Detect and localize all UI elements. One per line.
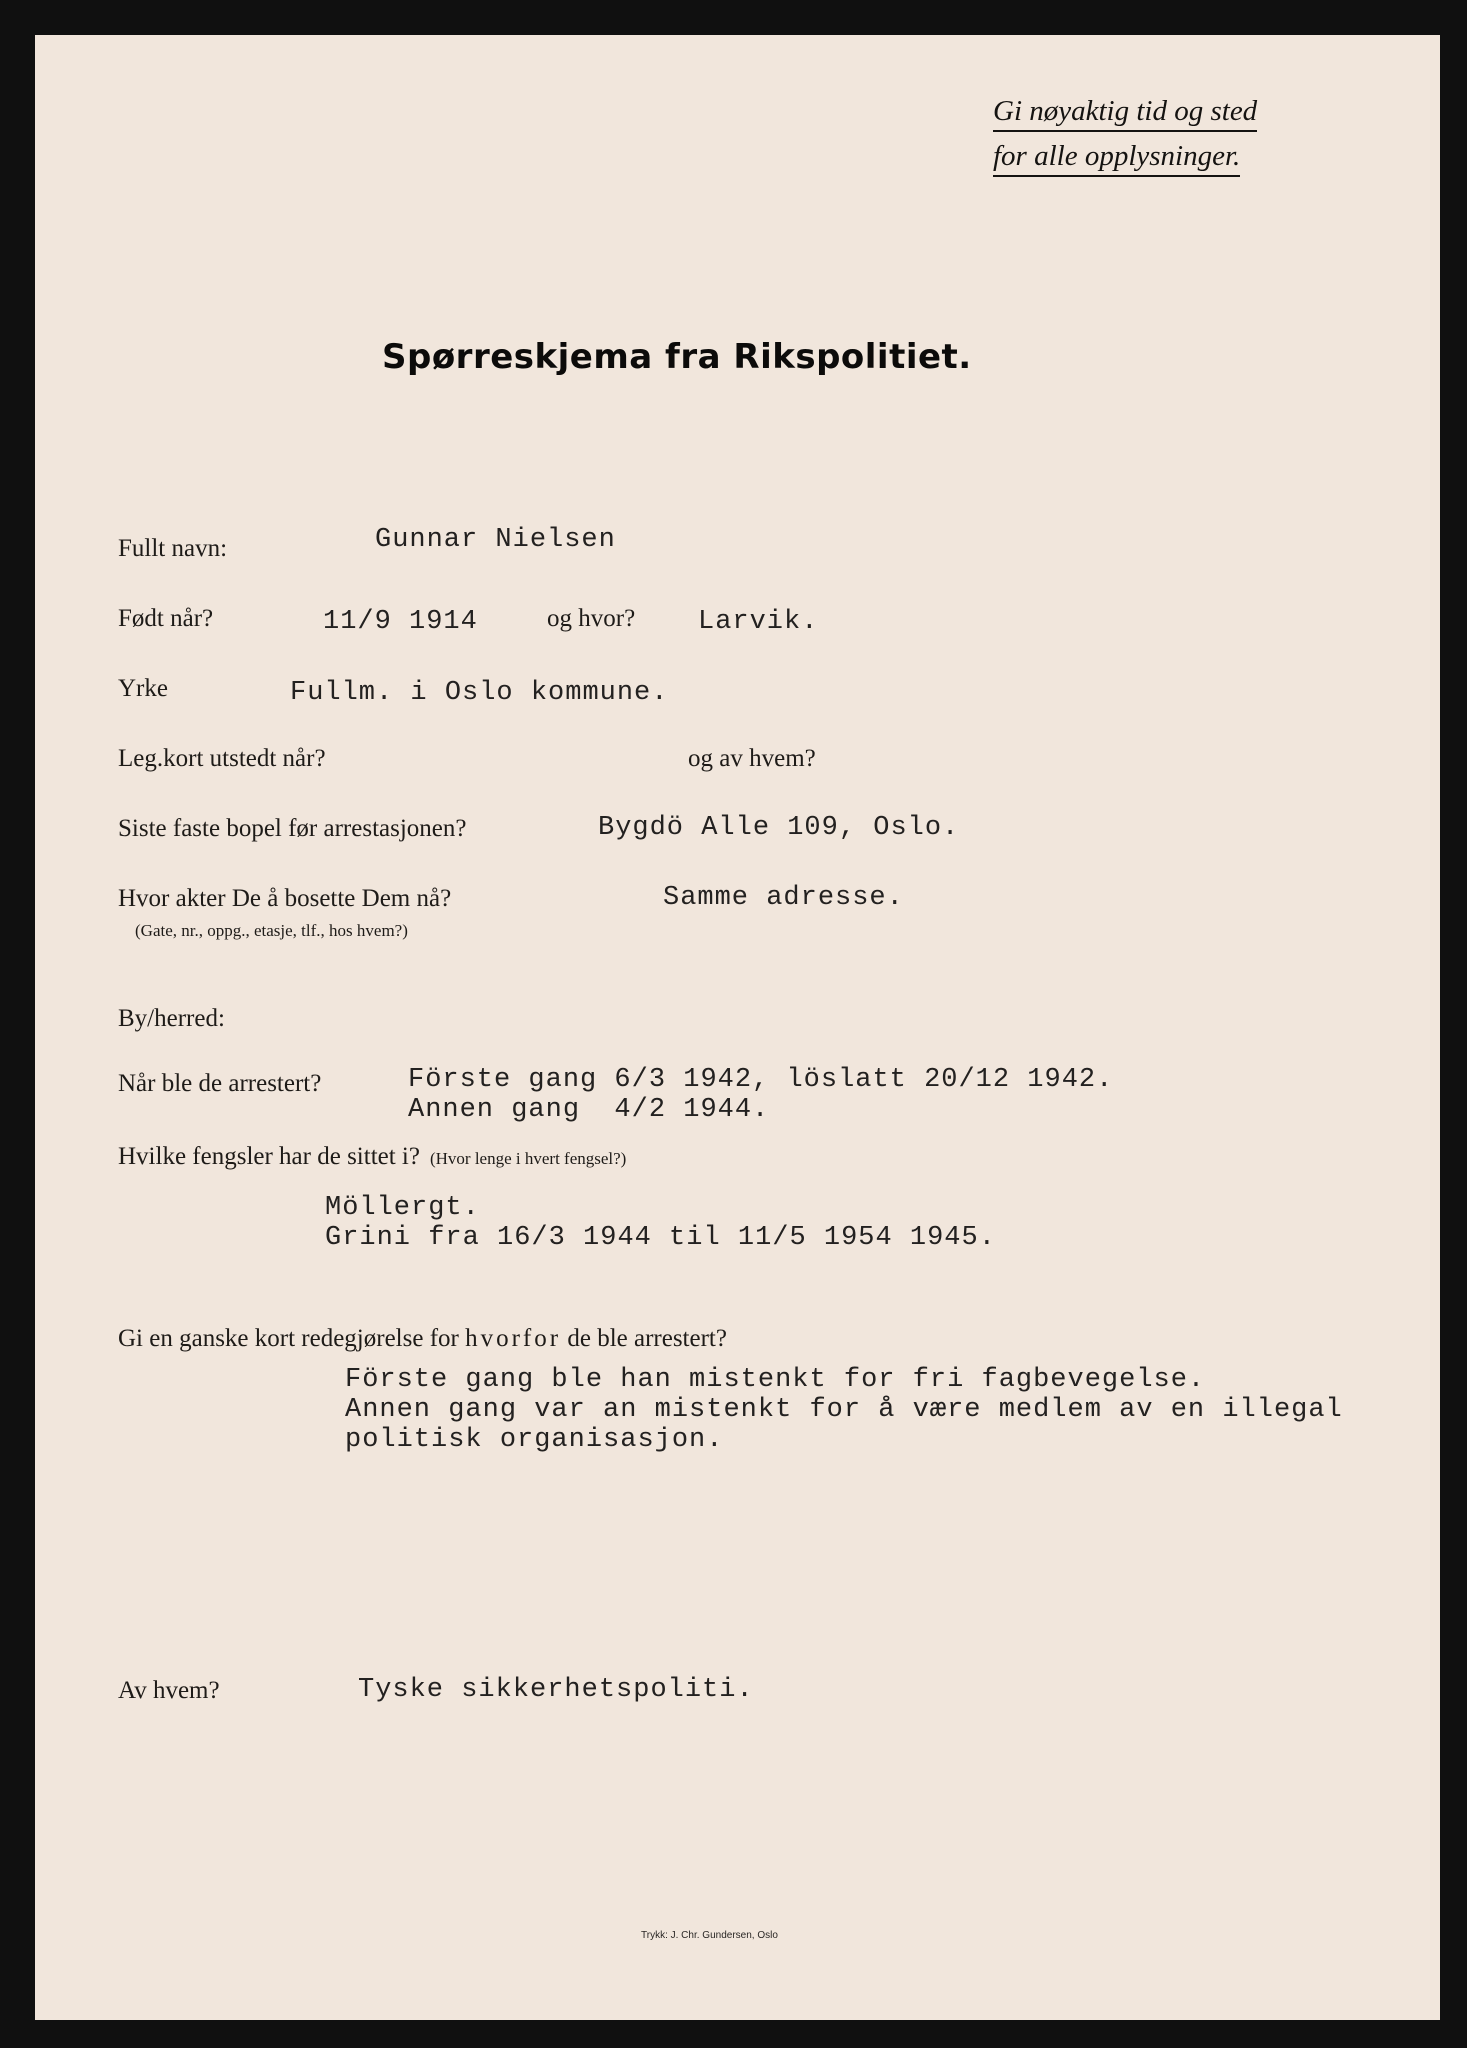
reason-label xyxy=(118,1325,727,1353)
reason-line-2: Annen gang var an mistenkt for å være medlem av en illegal xyxy=(345,1395,1343,1425)
reason-line-1: Förste gang ble han mistenkt for fri fagbevegelse. xyxy=(345,1365,1206,1395)
born-where-label: og hvor? xyxy=(547,605,636,632)
municipality-label: By/herred: xyxy=(118,1005,225,1032)
future-address-hint: (Gate, nr., oppg., etasje, tlf., hos hvem?) xyxy=(135,921,408,940)
born-when-value: 11/9 1914 xyxy=(323,607,478,637)
prisons-line-2: Grini fra 16/3 1944 til 11/5 1954 1945. xyxy=(325,1223,996,1253)
arrested-when-line-1: Förste gang 6/3 1942, löslatt 20/12 1942. xyxy=(408,1065,1114,1095)
full-name-value: Gunnar Nielsen xyxy=(375,525,616,555)
full-name-label: Fullt navn: xyxy=(118,535,228,562)
arrested-by-label: Av hvem? xyxy=(118,1677,220,1704)
reason-label-emphasis: hvorfor xyxy=(465,1325,562,1352)
form-title: Spørreskjema fra Rikspolitiet. xyxy=(382,337,972,377)
prisons-label-group xyxy=(118,1143,626,1171)
reason-label-pre: Gi en ganske kort redegjørelse for xyxy=(118,1325,459,1352)
last-address-value: Bygdö Alle 109, Oslo. xyxy=(598,813,960,843)
notice-line-2: for alle opplysninger. xyxy=(993,140,1240,177)
instruction-notice xyxy=(993,95,1257,177)
prisons-label: Hvilke fengsler har de sittet i? xyxy=(118,1143,420,1170)
arrested-when-line-2: Annen gang 4/2 1944. xyxy=(408,1095,770,1125)
future-address-value: Samme adresse. xyxy=(663,883,904,913)
born-when-label: Født når? xyxy=(118,605,214,632)
reason-label-post: de ble arrestert? xyxy=(567,1325,727,1352)
future-address-label: Hvor akter De å bosette Dem nå? xyxy=(118,885,452,912)
occupation-value: Fullm. i Oslo kommune. xyxy=(290,678,669,708)
occupation-label: Yrke xyxy=(118,675,168,702)
last-address-label: Siste faste bopel før arrestasjonen? xyxy=(118,815,467,842)
printer-credit: Trykk: J. Chr. Gundersen, Oslo xyxy=(641,1930,778,1941)
born-where-value: Larvik. xyxy=(698,607,819,637)
document-page xyxy=(35,35,1440,2020)
reason-line-3: politisk organisasjon. xyxy=(345,1425,724,1455)
prisons-line-1: Möllergt. xyxy=(325,1193,480,1223)
arrested-by-value: Tyske sikkerhetspoliti. xyxy=(358,1675,754,1705)
id-card-by-label: og av hvem? xyxy=(688,745,816,772)
arrested-when-label: Når ble de arrestert? xyxy=(118,1070,322,1097)
id-card-when-label: Leg.kort utstedt når? xyxy=(118,745,326,772)
notice-line-1: Gi nøyaktig tid og sted xyxy=(993,95,1257,132)
prisons-hint: (Hvor lenge i hvert fengsel?) xyxy=(429,1149,627,1168)
